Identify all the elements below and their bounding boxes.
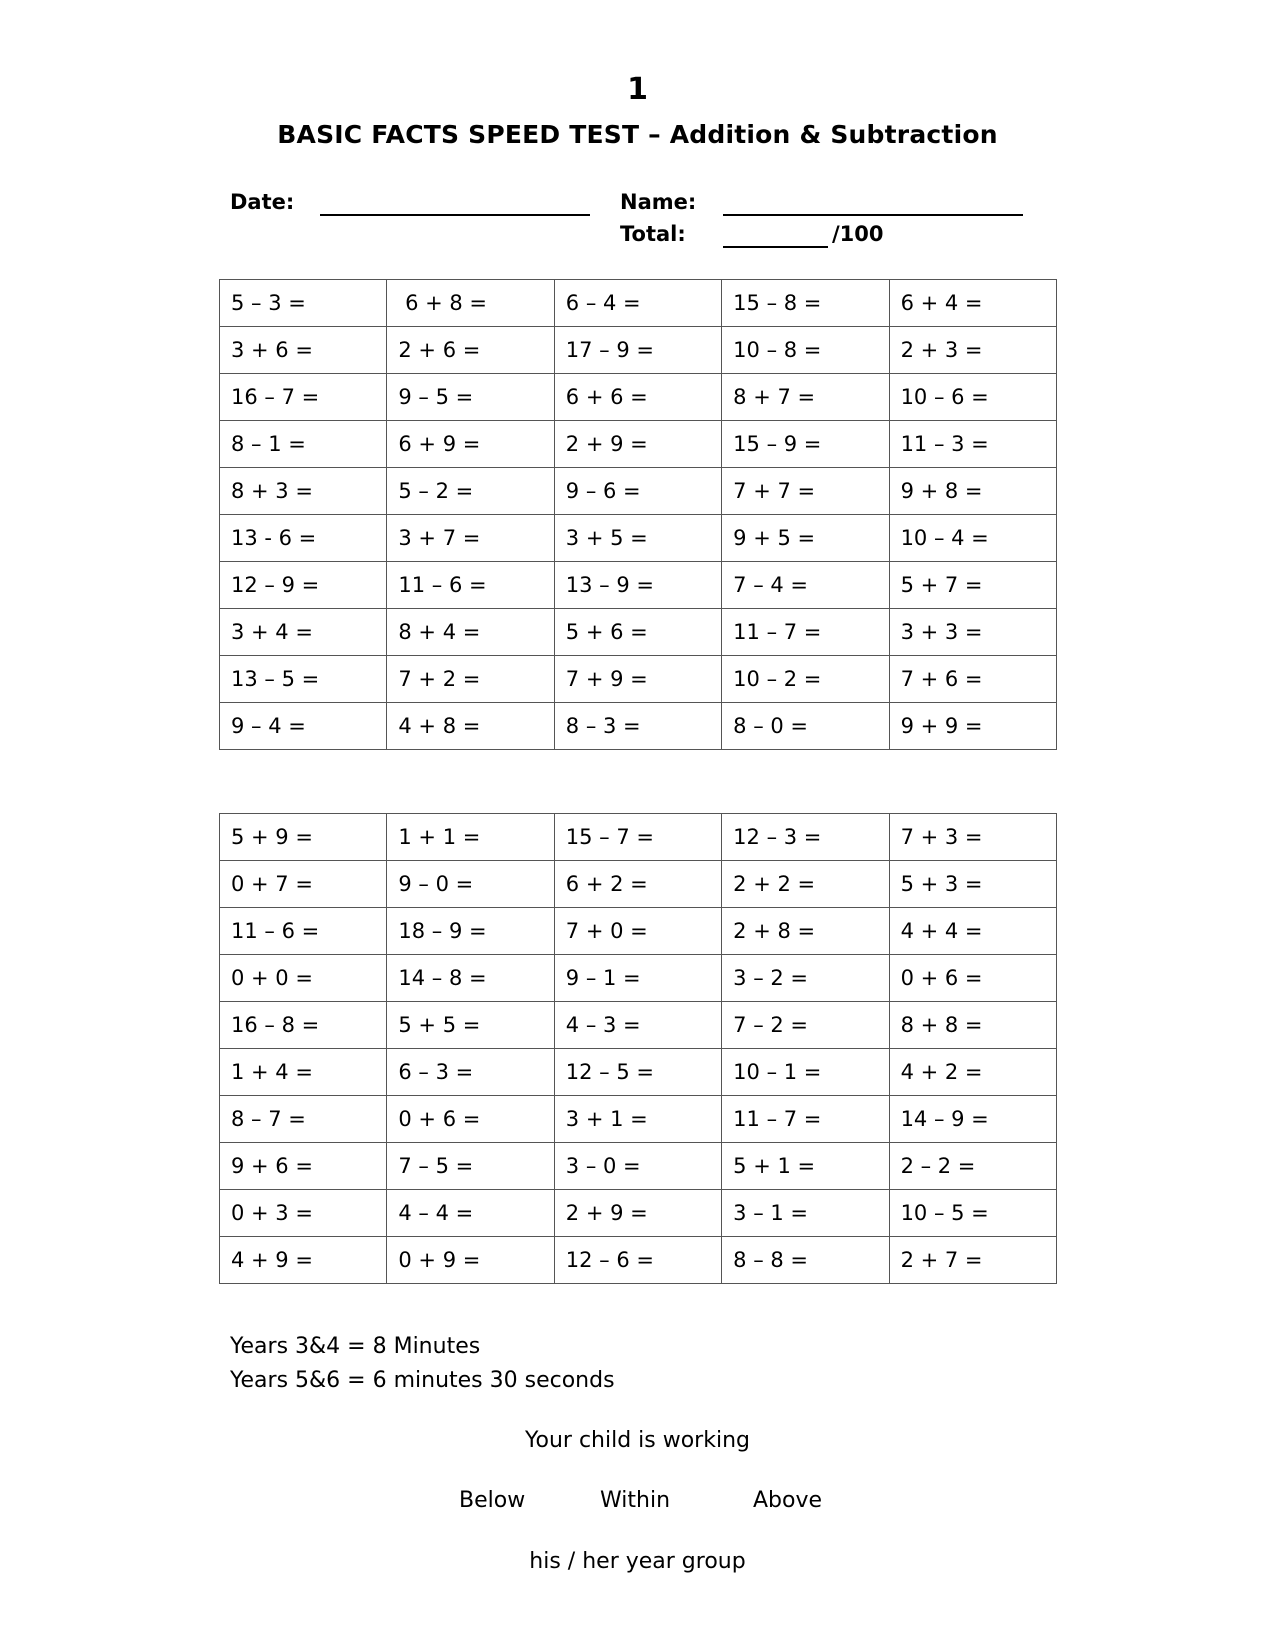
- fact-cell[interactable]: 9 – 4 =: [220, 703, 387, 750]
- fact-cell[interactable]: 5 – 2 =: [387, 468, 554, 515]
- fact-cell[interactable]: 6 + 8 =: [387, 280, 554, 327]
- fact-cell[interactable]: 5 + 1 =: [722, 1143, 889, 1190]
- fact-cell[interactable]: 2 – 2 =: [889, 1143, 1056, 1190]
- fact-cell[interactable]: 9 + 8 =: [889, 468, 1056, 515]
- fact-cell[interactable]: 9 – 1 =: [554, 955, 721, 1002]
- fact-cell[interactable]: 9 + 6 =: [220, 1143, 387, 1190]
- fact-cell[interactable]: 6 – 4 =: [554, 280, 721, 327]
- fact-cell[interactable]: 8 – 3 =: [554, 703, 721, 750]
- table-row: [220, 468, 1057, 515]
- year-group-text: his / her year group: [529, 1549, 746, 1574]
- time-limit-years-5-6: Years 5&6 = 6 minutes 30 seconds: [230, 1368, 615, 1393]
- fact-cell[interactable]: 16 – 7 =: [220, 374, 387, 421]
- table-row: [220, 814, 1057, 861]
- fact-cell[interactable]: 6 + 2 =: [554, 861, 721, 908]
- choice-above[interactable]: Above: [753, 1488, 823, 1513]
- working-level-text: Your child is working: [524, 1428, 750, 1453]
- fact-cell[interactable]: 7 + 3 =: [889, 814, 1056, 861]
- fact-cell[interactable]: 6 – 3 =: [387, 1049, 554, 1096]
- fact-cell[interactable]: 8 + 8 =: [889, 1002, 1056, 1049]
- table-row: [220, 1002, 1057, 1049]
- fact-cell[interactable]: 13 – 9 =: [554, 562, 721, 609]
- fact-cell[interactable]: 2 + 8 =: [722, 908, 889, 955]
- table-row: [220, 374, 1057, 421]
- fact-cell[interactable]: 7 – 4 =: [722, 562, 889, 609]
- fact-cell[interactable]: 2 + 9 =: [554, 421, 721, 468]
- fact-cell[interactable]: 3 + 6 =: [220, 327, 387, 374]
- fact-cell[interactable]: 2 + 3 =: [889, 327, 1056, 374]
- fact-cell[interactable]: 16 – 8 =: [220, 1002, 387, 1049]
- table-row: [220, 1143, 1057, 1190]
- table-row: [220, 280, 1057, 327]
- fact-cell[interactable]: 4 + 2 =: [889, 1049, 1056, 1096]
- fact-cell[interactable]: 2 + 9 =: [554, 1190, 721, 1237]
- fact-cell[interactable]: 7 + 7 =: [722, 468, 889, 515]
- fact-cell[interactable]: 10 – 2 =: [722, 656, 889, 703]
- fact-cell[interactable]: 0 + 9 =: [387, 1237, 554, 1284]
- total-label: Total:: [620, 222, 686, 246]
- choice-below[interactable]: Below: [459, 1488, 526, 1513]
- fact-cell[interactable]: 5 + 5 =: [387, 1002, 554, 1049]
- fact-cell[interactable]: 15 – 9 =: [722, 421, 889, 468]
- fact-cell[interactable]: 4 + 8 =: [387, 703, 554, 750]
- time-limit-years-3-4: Years 3&4 = 8 Minutes: [230, 1334, 481, 1359]
- fact-cell[interactable]: 3 – 1 =: [722, 1190, 889, 1237]
- fact-cell[interactable]: 10 – 4 =: [889, 515, 1056, 562]
- fact-cell[interactable]: 18 – 9 =: [387, 908, 554, 955]
- fact-cell[interactable]: 0 + 6 =: [889, 955, 1056, 1002]
- table-row: [220, 1096, 1057, 1143]
- fact-cell[interactable]: 13 - 6 =: [220, 515, 387, 562]
- fact-cell[interactable]: 0 + 3 =: [220, 1190, 387, 1237]
- page-number: 1: [627, 72, 648, 107]
- fact-cell[interactable]: 12 – 3 =: [722, 814, 889, 861]
- fact-cell[interactable]: 8 – 1 =: [220, 421, 387, 468]
- fact-cell[interactable]: 1 + 4 =: [220, 1049, 387, 1096]
- fact-cell[interactable]: 12 – 6 =: [554, 1237, 721, 1284]
- fact-cell[interactable]: 4 – 3 =: [554, 1002, 721, 1049]
- fact-cell[interactable]: 6 + 9 =: [387, 421, 554, 468]
- fact-cell[interactable]: 10 – 5 =: [889, 1190, 1056, 1237]
- fact-cell[interactable]: 5 + 3 =: [889, 861, 1056, 908]
- total-suffix: /100: [832, 222, 884, 246]
- fact-cell[interactable]: 7 + 6 =: [889, 656, 1056, 703]
- table-row: [220, 908, 1057, 955]
- fact-cell[interactable]: 7 + 2 =: [387, 656, 554, 703]
- fact-cell[interactable]: 1 + 1 =: [387, 814, 554, 861]
- fact-cell[interactable]: 8 + 3 =: [220, 468, 387, 515]
- fact-cell[interactable]: 17 – 9 =: [554, 327, 721, 374]
- date-label: Date:: [230, 190, 295, 214]
- fact-cell[interactable]: 7 – 5 =: [387, 1143, 554, 1190]
- fact-cell[interactable]: 12 – 9 =: [220, 562, 387, 609]
- name-label: Name:: [620, 190, 697, 214]
- table-row: [220, 327, 1057, 374]
- fact-cell[interactable]: 8 + 4 =: [387, 609, 554, 656]
- fact-cell[interactable]: 4 + 4 =: [889, 908, 1056, 955]
- fact-cell[interactable]: 3 + 7 =: [387, 515, 554, 562]
- fact-cell[interactable]: 3 + 4 =: [220, 609, 387, 656]
- table-row: [220, 955, 1057, 1002]
- fact-cell[interactable]: 6 + 4 =: [889, 280, 1056, 327]
- table-row: [220, 562, 1057, 609]
- fact-cell[interactable]: 5 – 3 =: [220, 280, 387, 327]
- fact-cell[interactable]: 7 + 0 =: [554, 908, 721, 955]
- fact-cell[interactable]: 11 – 7 =: [722, 1096, 889, 1143]
- fact-cell[interactable]: 4 – 4 =: [387, 1190, 554, 1237]
- fact-cell[interactable]: 4 + 9 =: [220, 1237, 387, 1284]
- fact-cell[interactable]: 9 – 5 =: [387, 374, 554, 421]
- fact-cell[interactable]: 2 + 2 =: [722, 861, 889, 908]
- fact-cell[interactable]: 9 – 0 =: [387, 861, 554, 908]
- date-field[interactable]: [320, 214, 590, 216]
- fact-cell[interactable]: 15 – 8 =: [722, 280, 889, 327]
- fact-cell[interactable]: 3 + 3 =: [889, 609, 1056, 656]
- fact-cell[interactable]: 9 – 6 =: [554, 468, 721, 515]
- fact-cell[interactable]: 14 – 9 =: [889, 1096, 1056, 1143]
- fact-cell[interactable]: 10 – 1 =: [722, 1049, 889, 1096]
- fact-cell[interactable]: 11 – 6 =: [220, 908, 387, 955]
- table-row: [220, 1049, 1057, 1096]
- fact-cell[interactable]: 2 + 7 =: [889, 1237, 1056, 1284]
- fact-cell[interactable]: 10 – 8 =: [722, 327, 889, 374]
- fact-cell[interactable]: 7 + 9 =: [554, 656, 721, 703]
- fact-cell[interactable]: 2 + 6 =: [387, 327, 554, 374]
- fact-cell[interactable]: 0 + 7 =: [220, 861, 387, 908]
- fact-cell[interactable]: 5 + 7 =: [889, 562, 1056, 609]
- fact-cell[interactable]: 3 + 5 =: [554, 515, 721, 562]
- fact-cell[interactable]: 9 + 9 =: [889, 703, 1056, 750]
- table-row: [220, 515, 1057, 562]
- fact-cell[interactable]: 8 – 7 =: [220, 1096, 387, 1143]
- total-field[interactable]: [723, 246, 828, 248]
- fact-cell[interactable]: 8 – 0 =: [722, 703, 889, 750]
- fact-cell[interactable]: 5 + 6 =: [554, 609, 721, 656]
- fact-cell[interactable]: 11 – 3 =: [889, 421, 1056, 468]
- fact-cell[interactable]: 3 + 1 =: [554, 1096, 721, 1143]
- table-row: [220, 861, 1057, 908]
- fact-cell[interactable]: 11 – 7 =: [722, 609, 889, 656]
- name-field[interactable]: [723, 214, 1023, 216]
- fact-cell[interactable]: 14 – 8 =: [387, 955, 554, 1002]
- facts-table-2: [219, 813, 1057, 1284]
- facts-table-1: [219, 279, 1057, 750]
- fact-cell[interactable]: 3 – 0 =: [554, 1143, 721, 1190]
- page-title: BASIC FACTS SPEED TEST – Addition & Subtraction: [277, 120, 998, 149]
- fact-cell[interactable]: 6 + 6 =: [554, 374, 721, 421]
- fact-cell[interactable]: 8 – 8 =: [722, 1237, 889, 1284]
- fact-cell[interactable]: 15 – 7 =: [554, 814, 721, 861]
- fact-cell[interactable]: 0 + 6 =: [387, 1096, 554, 1143]
- fact-cell[interactable]: 8 + 7 =: [722, 374, 889, 421]
- choice-within[interactable]: Within: [600, 1488, 671, 1513]
- table-row: [220, 656, 1057, 703]
- fact-cell[interactable]: 10 – 6 =: [889, 374, 1056, 421]
- fact-cell[interactable]: 12 – 5 =: [554, 1049, 721, 1096]
- table-row: [220, 1190, 1057, 1237]
- fact-cell[interactable]: 7 – 2 =: [722, 1002, 889, 1049]
- fact-cell[interactable]: 11 – 6 =: [387, 562, 554, 609]
- fact-cell[interactable]: 5 + 9 =: [220, 814, 387, 861]
- fact-cell[interactable]: 9 + 5 =: [722, 515, 889, 562]
- table-row: [220, 609, 1057, 656]
- fact-cell[interactable]: 3 – 2 =: [722, 955, 889, 1002]
- fact-cell[interactable]: 13 – 5 =: [220, 656, 387, 703]
- table-row: [220, 1237, 1057, 1284]
- fact-cell[interactable]: 0 + 0 =: [220, 955, 387, 1002]
- table-row: [220, 703, 1057, 750]
- table-row: [220, 421, 1057, 468]
